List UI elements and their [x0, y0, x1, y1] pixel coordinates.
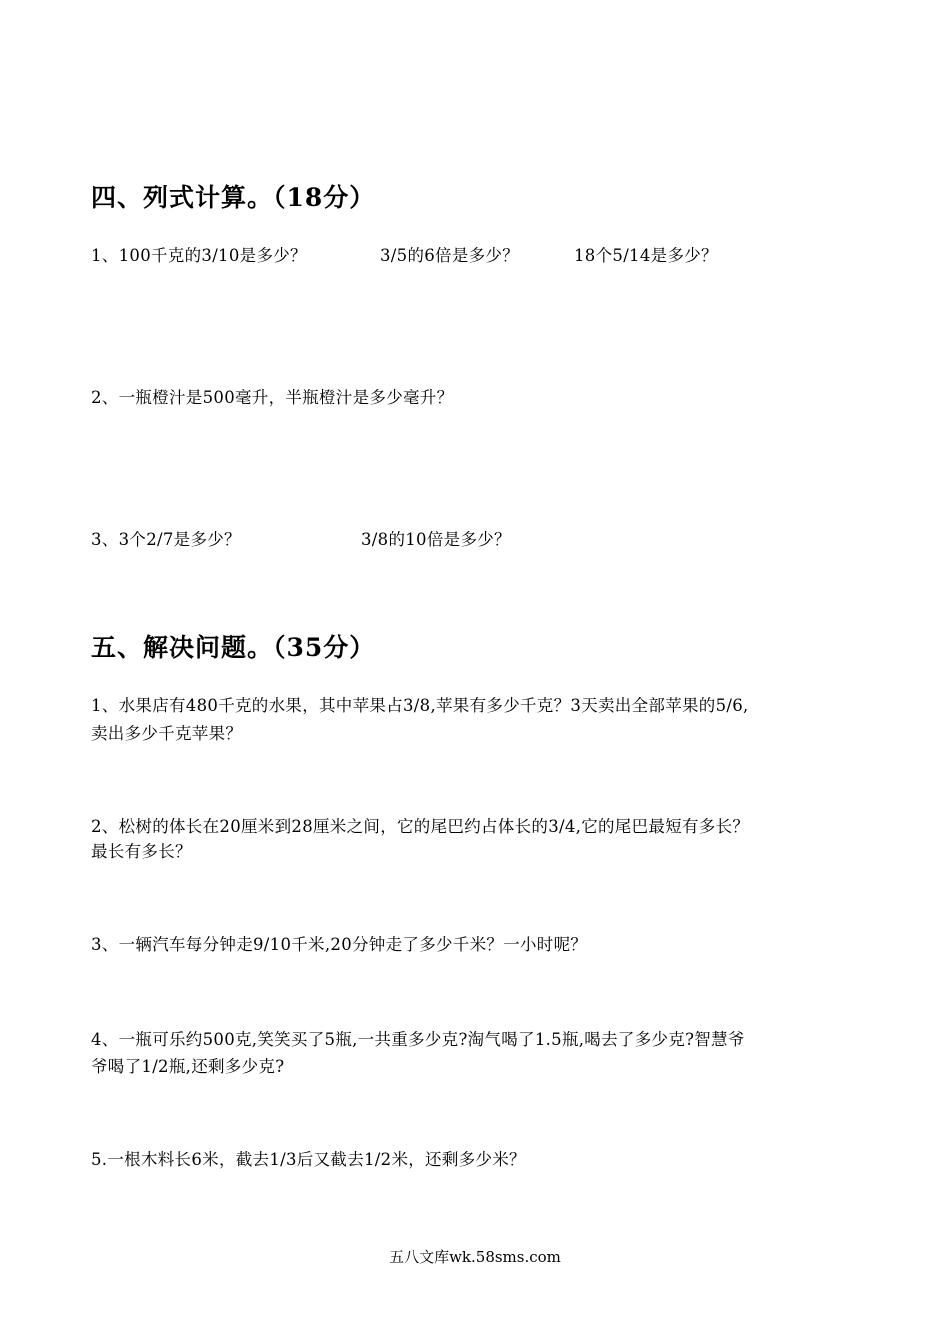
section-4-question-3a: 3、3个2/7是多少？ — [91, 530, 241, 549]
section-5-question-2-line-2: 最长有多长？ — [91, 842, 192, 861]
section-5-question-4-line-1: 4、一瓶可乐约500克,笑笑买了5瓶,一共重多少克?淘气喝了1.5瓶,喝去了多少克?智慧爷 — [91, 1030, 745, 1049]
section-4-question-1b: 3/5的6倍是多少？ — [380, 246, 520, 265]
section-5-question-2-line-1: 2、松树的体长在20厘米到28厘米之间，它的尾巴约占体长的3/4,它的尾巴最短有多长？ — [91, 817, 750, 836]
section-5-question-1-line-2: 卖出多少千克苹果？ — [91, 724, 243, 743]
section-4-question-2: 2、一瓶橙汁是500毫升，半瓶橙汁是多少毫升？ — [91, 388, 454, 407]
section-4-question-3b: 3/8的10倍是多少？ — [361, 530, 511, 549]
section-4-question-1a: 1、100千克的3/10是多少？ — [91, 246, 307, 265]
section-4-question-1c: 18个5/14是多少？ — [574, 246, 718, 265]
section-5-question-5: 5.一根木料长6米，截去1/3后又截去1/2米，还剩多少米？ — [91, 1150, 526, 1169]
section-4-heading: 四、列式计算。（18分） — [91, 183, 376, 212]
section-5-heading: 五、解决问题。（35分） — [91, 633, 376, 662]
section-5-question-1-line-1: 1、水果店有480千克的水果，其中苹果占3/8,苹果有多少千克？3天卖出全部苹果的5/6, — [91, 696, 749, 715]
footer-watermark-text: 五八文库wk.58sms.com — [389, 1248, 561, 1266]
section-5-question-4-line-2: 爷喝了1/2瓶,还剩多少克? — [91, 1057, 285, 1076]
section-5-question-3: 3、一辆汽车每分钟走9/10千米,20分钟走了多少千米？一小时呢？ — [91, 935, 588, 954]
